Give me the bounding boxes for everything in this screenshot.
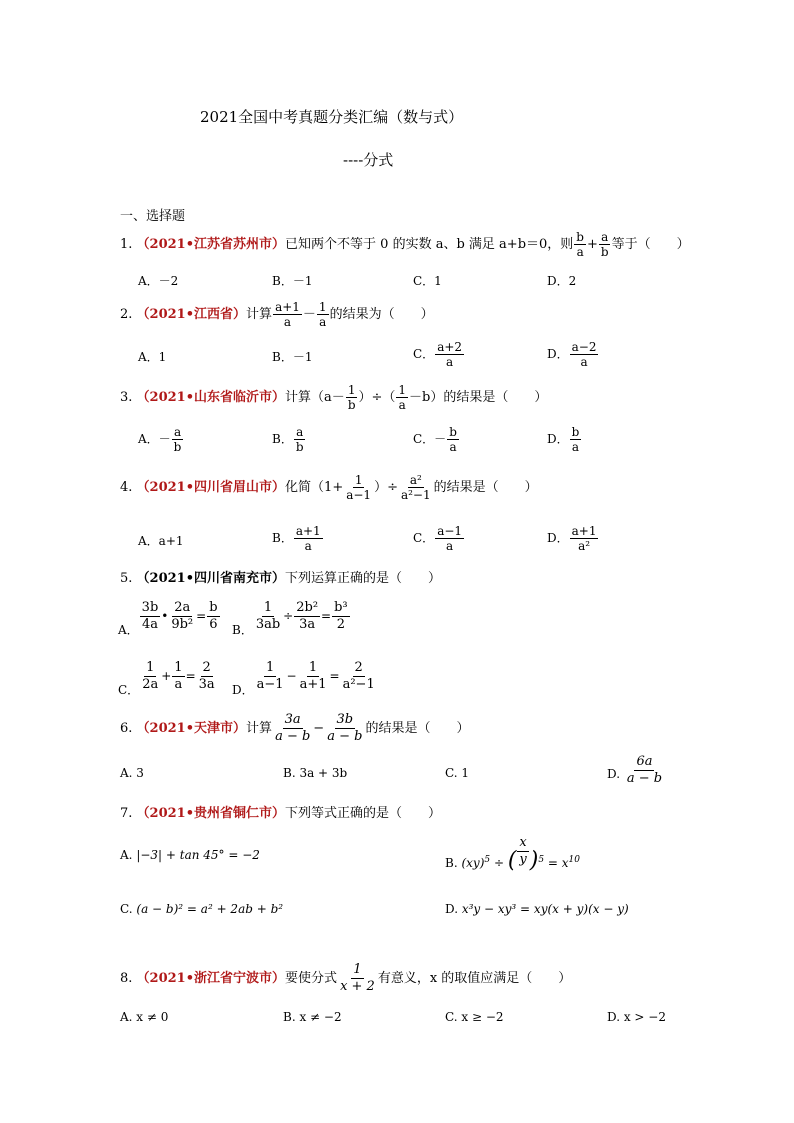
section-heading: 一、选择题	[120, 209, 186, 224]
question-source: （2021•江苏省苏州市）	[136, 237, 286, 252]
q7-option-d: D. x³y − xy³ = xy(x + y)(x − y)	[445, 902, 629, 916]
q5-option-d: D． $\frac{1}{a-1}$ − $\frac{1}{a+1}$ = $\frac{2}{\text{a²−1}}$	[232, 660, 375, 697]
q3-option-d: D． $\frac{b}{a}$	[547, 425, 580, 454]
q6-option-d: D. $\frac{6a}{a - b}$	[607, 754, 663, 786]
question-6: 6. （2021•天津市）计算 $\frac{3a}{a - b}$ − $\frac{3b}{a - b}$ 的结果是（ ）	[120, 712, 470, 744]
question-1: 1. （2021•江苏省苏州市）已知两个不等于 0 的实数 a、b 满足 a+b＝0，则 $\frac{b}{a}$ + $\frac{a}{b}$ 等于（ ）	[120, 230, 690, 259]
q4-option-d: D． $\frac{a+1}{\text{a²}}$	[547, 524, 597, 553]
question-5: 5. （2021•四川省南充市）下列运算正确的是（ ）	[120, 571, 442, 586]
question-2: 2. （2021•江西省）计算 $\frac{a+1}{a}$ － $\frac{1}{a}$ 的结果为（ ）	[120, 300, 434, 329]
q6-option-a: A. 3	[120, 766, 144, 780]
question-4: 4. （2021•四川省眉山市）化简（1+ $\frac{1}{a-1}$ ）÷ $\frac{\text{a²}}{\text{a²−1}}$ 的结果是（ ）	[120, 473, 538, 502]
q1-option-d: D．2	[547, 274, 577, 288]
q5-option-b: B． $\frac{1}{3ab}$ ÷ $\frac{\text{2b²}}{3a}$ = $\frac{\text{b³}}{2}$	[232, 600, 348, 637]
q7-option-a: A. |−3| + tan 45° = −2	[120, 848, 260, 862]
q6-option-c: C. 1	[445, 766, 470, 780]
q8-option-c: C. x ≥ −2	[445, 1010, 504, 1024]
q5-option-c: C． $\frac{1}{2a}$ + $\frac{1}{a}$ = $\frac{2}{3a}$	[118, 660, 215, 697]
q2-option-d: D． $\frac{a-2}{a}$	[547, 340, 597, 369]
q4-option-b: B． $\frac{a+1}{a}$	[272, 524, 321, 553]
q3-option-b: B． $\frac{a}{b}$	[272, 425, 304, 454]
q6-option-b: B. 3a + 3b	[283, 766, 348, 780]
q1-option-c: C．1	[413, 274, 442, 288]
q2-option-c: C． $\frac{a+2}{a}$	[413, 340, 463, 369]
page-subtitle: ----分式	[343, 151, 394, 169]
q4-option-c: C． $\frac{a-1}{a}$	[413, 524, 463, 553]
q1-option-b: B．－1	[272, 274, 313, 288]
q8-option-a: A. x ≠ 0	[120, 1010, 169, 1024]
question-8: 8. （2021•浙江省宁波市）要使分式 $\frac{1}{x + 2}$ 有意义，x 的取值应满足（ ）	[120, 962, 572, 994]
page-title: 2021全国中考真题分类汇编（数与式）	[200, 108, 464, 126]
question-3: 3. （2021•山东省临沂市）计算（a－ $\frac{1}{b}$ ）÷（ $\frac{1}{a}$ －b）的结果是（ ）	[120, 383, 548, 412]
q3-option-a: A．－ $\frac{a}{b}$	[138, 425, 182, 454]
q7-option-b: B. (xy)$^5$ ÷ ( $\frac{x}{y}$ )$^5 = x^{10}$	[445, 835, 580, 873]
q2-option-b: B．－1	[272, 350, 313, 364]
q2-option-a: A．1	[138, 350, 167, 364]
q1-option-a: A．－2	[138, 274, 179, 288]
q3-option-c: C．－ $\frac{b}{a}$	[413, 425, 457, 454]
q8-option-d: D. x > −2	[607, 1010, 666, 1024]
q4-option-a: A．a+1	[138, 534, 184, 548]
q7-option-c: C. (a − b)² = a² + 2ab + b²	[120, 902, 284, 916]
q8-option-b: B. x ≠ −2	[283, 1010, 342, 1024]
question-7: 7. （2021•贵州省铜仁市）下列等式正确的是（ ）	[120, 806, 442, 821]
q5-option-a: A． $\frac{3b}{4a}$ • $\frac{2a}{\text{9b²}}$ = $\frac{b}{6}$	[118, 600, 218, 637]
